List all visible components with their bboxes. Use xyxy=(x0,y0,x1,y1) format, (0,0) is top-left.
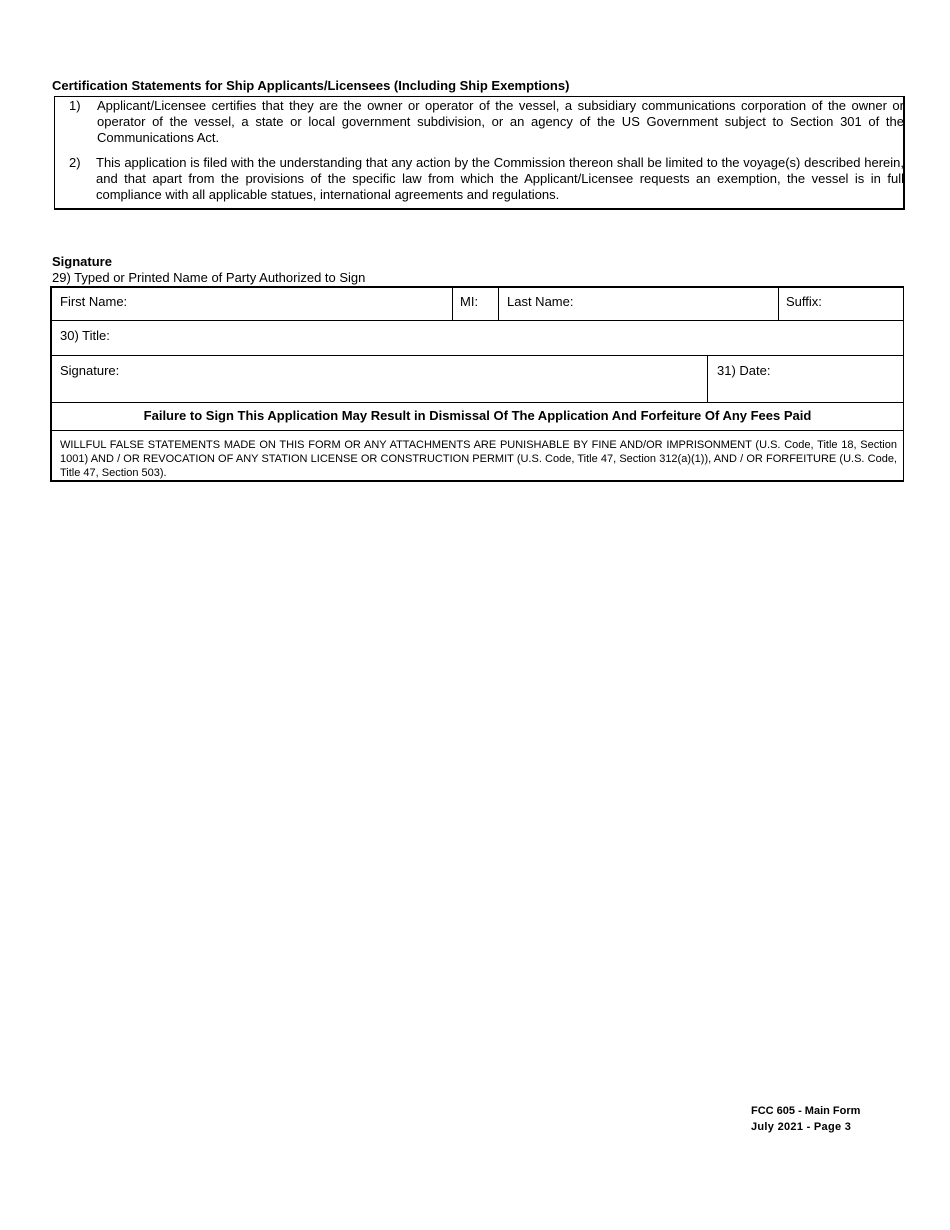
divider xyxy=(452,288,453,320)
certification-box xyxy=(54,96,905,210)
cert-item-text: Applicant/Licensee certifies that they are the owner or operator of the vessel, a subsidiary communications corporation of the owner or operator of the vessel, a state or local government subdivision, or an agency of the US Government subject to Section 301 of the Communications Act. xyxy=(97,98,904,145)
divider xyxy=(707,355,708,402)
cert-item-number: 2) xyxy=(69,155,81,170)
divider xyxy=(52,430,903,431)
signature-table xyxy=(50,286,904,482)
signature-heading: Signature xyxy=(52,254,112,269)
form-name: FCC 605 - Main Form xyxy=(751,1105,861,1117)
willful-false-statement: WILLFUL FALSE STATEMENTS MADE ON THIS FORM OR ANY ATTACHMENTS ARE PUNISHABLE BY FINE AND/OR IMPRISONMENT (U.S. Code, Title 18, Section 1001) AND / OR REVOCATION OF ANY STATION LICENSE OR CONSTRUCTION PERMIT (U.S. Code, Title 47, Section 312(a)(1)), AND / OR FORFEITURE (U.S. Code, Title 47, Section 503). xyxy=(60,439,897,479)
signature-label: Signature: xyxy=(60,363,120,378)
divider xyxy=(52,402,903,403)
certification-heading: Certification Statements for Ship Applicants/Licensees (Including Ship Exemptions) xyxy=(52,78,570,93)
divider xyxy=(52,320,903,321)
first-name-label: First Name: xyxy=(60,294,128,309)
item-29-label: 29) Typed or Printed Name of Party Authorized to Sign xyxy=(52,270,366,285)
last-name-label: Last Name: xyxy=(507,294,574,309)
title-label: 30) Title: xyxy=(60,328,110,343)
failure-warning: Failure to Sign This Application May Result in Dismissal Of The Application And Forfeiture Of Any Fees Paid xyxy=(143,408,812,423)
divider xyxy=(52,355,903,356)
form-edition: July 2021 - Page 3 xyxy=(751,1121,852,1133)
divider xyxy=(778,288,779,320)
date-label: 31) Date: xyxy=(717,363,771,378)
divider xyxy=(498,288,499,320)
suffix-label: Suffix: xyxy=(786,294,822,309)
cert-item-number: 1) xyxy=(69,98,81,113)
mi-label: MI: xyxy=(460,294,479,309)
cert-item-text: This application is filed with the understanding that any action by the Commission thereon shall be limited to the voyage(s) described herein, and that apart from the provisions of the specific law from which the Applicant/Licensee requests an exemption, the vessel is in full compliance with all applicable statues, international agreements and regulations. xyxy=(96,155,904,202)
